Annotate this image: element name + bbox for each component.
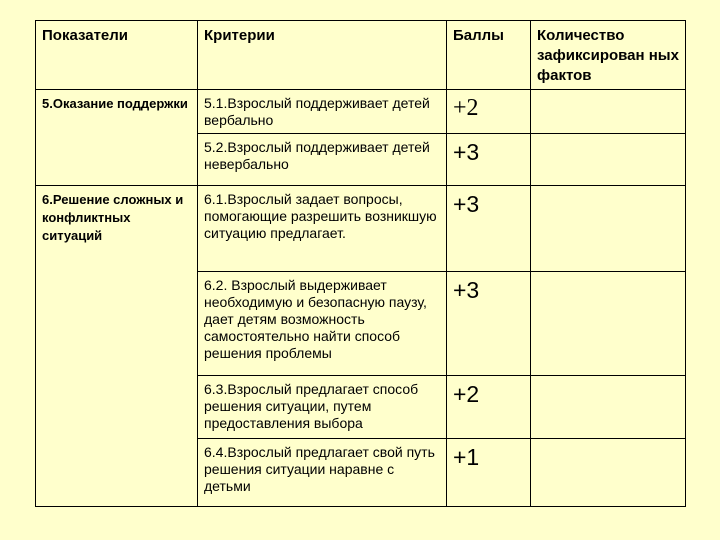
points-cell: +1 bbox=[447, 439, 531, 507]
points-cell: +2 bbox=[447, 376, 531, 439]
count-cell[interactable] bbox=[531, 134, 686, 186]
header-facts-count: Количество зафиксирован ных фактов bbox=[531, 21, 686, 90]
criterion-cell: 6.2. Взрослый выдерживает необходимую и безопасную паузу, дает детям возможность самостоятельно найти способ решения проблемы bbox=[198, 272, 447, 376]
header-indicators: Показатели bbox=[36, 21, 198, 90]
points-cell: +3 bbox=[447, 186, 531, 272]
indicator-cell: 6.Решение сложных и конфликтных ситуаций bbox=[36, 186, 198, 507]
points-cell: +3 bbox=[447, 272, 531, 376]
count-cell[interactable] bbox=[531, 439, 686, 507]
criteria-table bbox=[35, 20, 686, 507]
header-criteria: Критерии bbox=[198, 21, 447, 90]
criterion-cell: 6.1.Взрослый задает вопросы, помогающие разрешить возникшую ситуацию предлагает. bbox=[198, 186, 447, 272]
table-row bbox=[36, 90, 686, 134]
count-cell[interactable] bbox=[531, 272, 686, 376]
table-row bbox=[36, 186, 686, 272]
count-cell[interactable] bbox=[531, 376, 686, 439]
criterion-cell: 6.4.Взрослый предлагает свой путь решения ситуации наравне с детьми bbox=[198, 439, 447, 507]
count-cell[interactable] bbox=[531, 90, 686, 134]
header-points: Баллы bbox=[447, 21, 531, 90]
indicator-cell: 5.Оказание поддержки bbox=[36, 90, 198, 186]
criterion-cell: 5.2.Взрослый поддерживает детей невербально bbox=[198, 134, 447, 186]
criterion-cell: 5.1.Взрослый поддерживает детей вербально bbox=[198, 90, 447, 134]
criterion-cell: 6.3.Взрослый предлагает способ решения ситуации, путем предоставления выбора bbox=[198, 376, 447, 439]
count-cell[interactable] bbox=[531, 186, 686, 272]
header-row bbox=[36, 21, 686, 90]
points-cell: +2 bbox=[447, 90, 531, 134]
points-cell: +3 bbox=[447, 134, 531, 186]
